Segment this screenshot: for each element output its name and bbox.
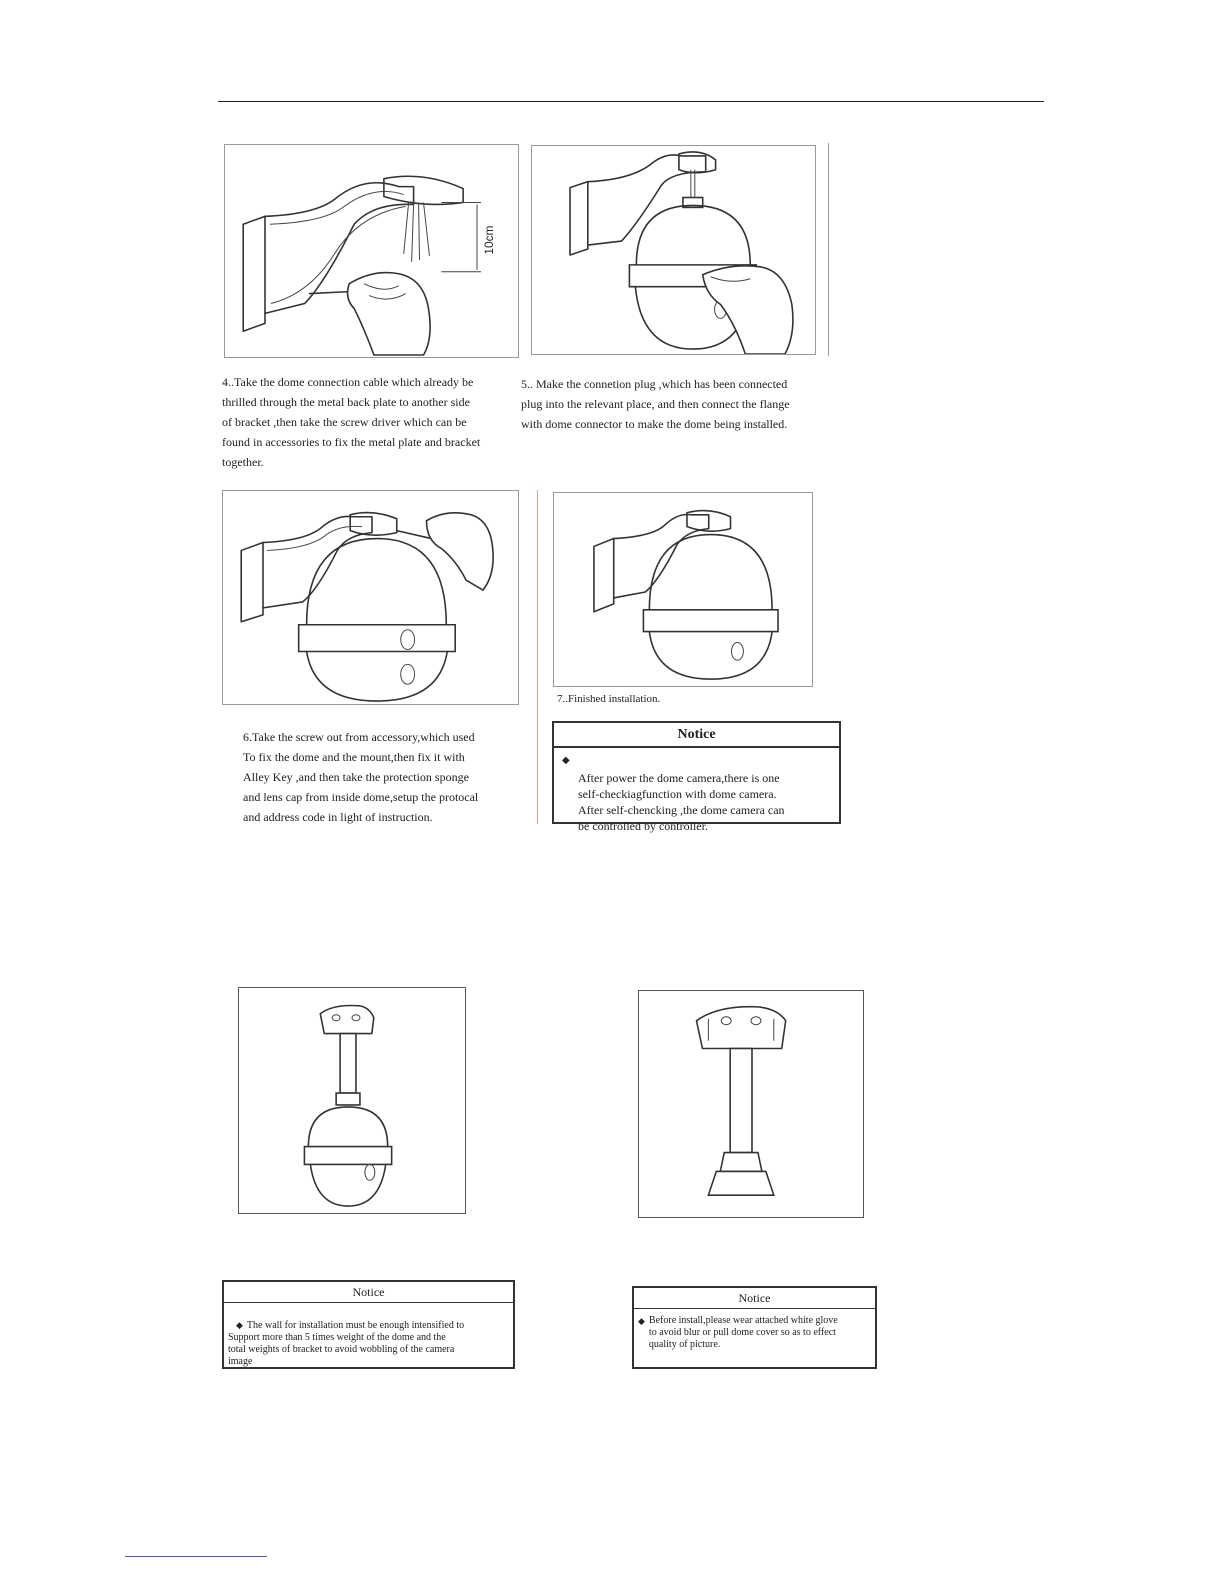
- column-divider-top: [828, 143, 829, 356]
- notice-self-check-body: After power the dome camera,there is one self-checkiagfunction with dome camera. After self-chencking ,the dome camera can be controlled by controller.: [578, 771, 785, 833]
- notice-wall-strength-body: The wall for installation must be enough intensified to Support more than 5 times weight of the dome and the total weights of bracket to avoid wobbling of the camera image: [228, 1320, 465, 1367]
- notice-wall-strength-title: Notice: [224, 1282, 513, 1303]
- step5-caption: 5.. Make the connetion plug ,which has been connected plug into the relevant place, and then connect the flange with dome connector to make the dome being installed.: [521, 377, 790, 431]
- figure-step5-dome-connect: [531, 145, 816, 355]
- diamond-bullet-icon: ◆: [562, 755, 570, 766]
- notice-white-glove-title: Notice: [634, 1288, 875, 1309]
- notice-white-glove-body: Before install,please wear attached white glove to avoid blur or pull dome cover so as to effect quality of picture.: [648, 1315, 838, 1350]
- step4-caption: 4..Take the dome connection cable which already be thrilled through the metal back plate to another side of bracket ,then take the screw driver which can be found in accessories to fix the metal plate and bracket together.: [222, 375, 481, 469]
- diamond-bullet-icon: ◆: [638, 1316, 645, 1326]
- figure-step6-fix-dome: [222, 490, 519, 705]
- figure-ceiling-mount-bracket: [638, 990, 864, 1218]
- diamond-bullet-icon: ◆: [236, 1320, 243, 1330]
- notice-white-glove: [632, 1286, 877, 1369]
- footer-rule: [125, 1556, 267, 1557]
- measure-10cm-label: 10cm: [481, 225, 496, 255]
- step6-caption: 6.Take the screw out from accessory,which used To fix the dome and the mount,then fix it with Alley Key ,and then take the protection sponge and lens cap from inside dome,setup the protocal and address code in light of instruction.: [243, 730, 479, 824]
- header-rule: [218, 101, 1044, 102]
- step7-caption: 7..Finished installation.: [557, 693, 661, 705]
- notice-self-check: [552, 721, 841, 833]
- figure-step7-finished: [553, 492, 813, 687]
- figure-step4-bracket-cable: [224, 144, 519, 358]
- figure-ceiling-mount-dome: [238, 987, 466, 1214]
- notice-wall-strength: [222, 1280, 515, 1369]
- notice-self-check-title: Notice: [554, 723, 839, 748]
